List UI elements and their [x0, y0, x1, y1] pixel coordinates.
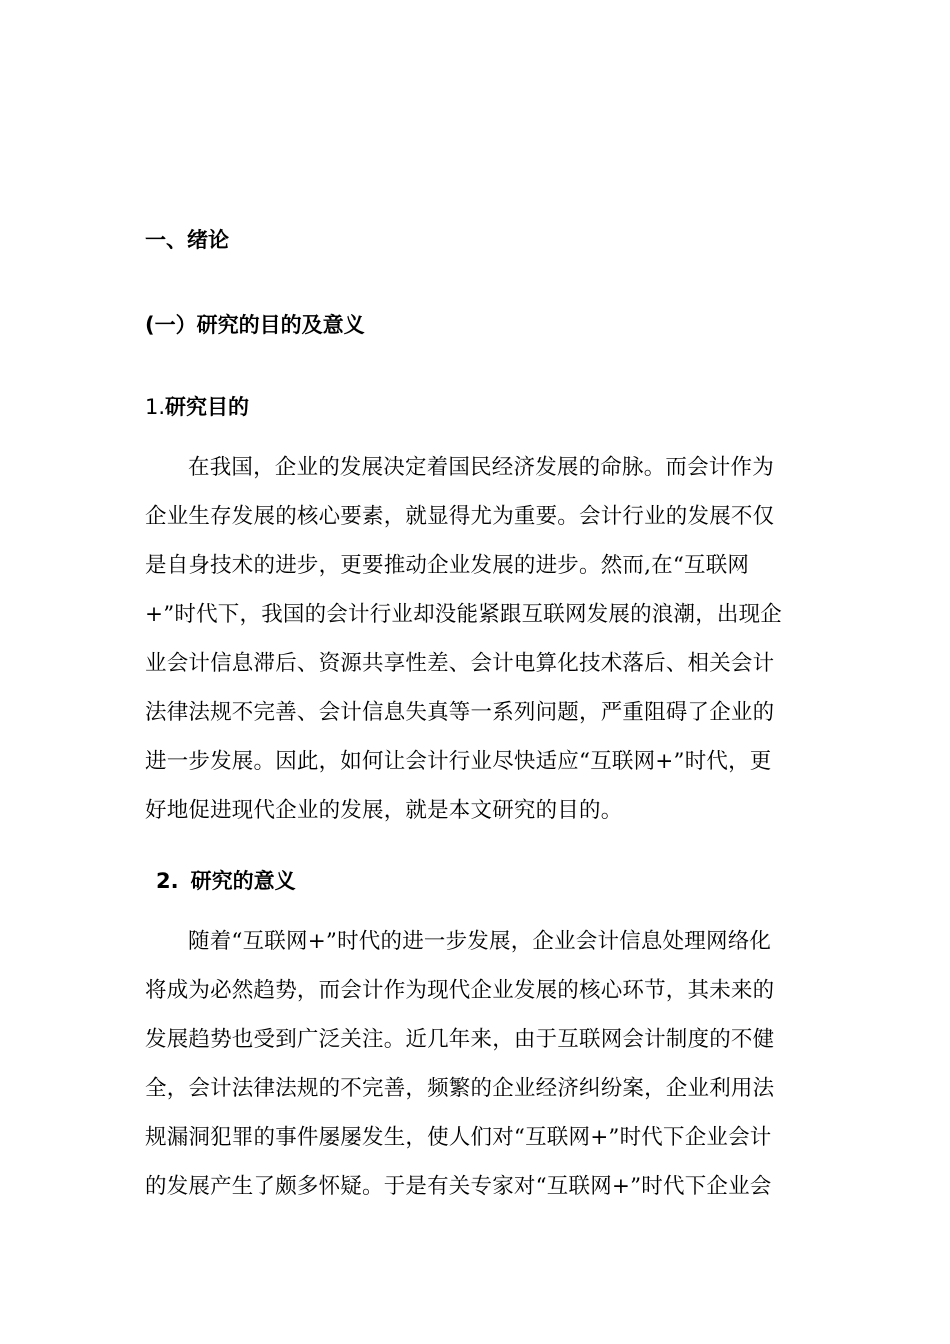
section-heading: (一）研究的目的及意义 — [145, 313, 365, 337]
text-line: 随着“互联网+”时代的进一步发展，企业会计信息处理网络化 — [188, 929, 772, 954]
text-line: 规漏洞犯罪的事件屡屡发生，使人们对“互联网+”时代下企业会计 — [145, 1125, 772, 1150]
text-line: 好地促进现代企业的发展，就是本文研究的目的。 — [145, 798, 623, 823]
text-line: +”时代下，我国的会计行业却没能紧跟互联网发展的浪潮，出现企 — [145, 602, 783, 627]
text-line: 企业生存发展的核心要素，就显得尤为重要。会计行业的发展不仅 — [145, 504, 775, 529]
subsection-heading-research-significance — [156, 867, 296, 895]
text-line: 法律法规不完善、会计信息失真等一系列问题，严重阻碍了企业的 — [145, 700, 775, 725]
subsection-number: 2. — [156, 869, 179, 893]
text-line: 发展趋势也受到广泛关注。近几年来，由于互联网会计制度的不健 — [145, 1027, 775, 1052]
text-line: 的发展产生了颇多怀疑。于是有关专家对“互联网+”时代下企业会 — [145, 1174, 772, 1199]
text-line: 在我国，企业的发展决定着国民经济发展的命脉。而会计作为 — [188, 455, 774, 480]
text-line: 业会计信息滞后、资源共享性差、会计电算化技术落后、相关会计 — [145, 651, 775, 676]
subsection-number: 1. — [145, 395, 166, 419]
subsection-title: 研究目的 — [165, 395, 250, 419]
subsection-heading-research-purpose — [145, 393, 249, 421]
paragraph-research-purpose — [145, 443, 807, 835]
chapter-heading: 一、绪论 — [145, 228, 229, 252]
text-line: 进一步发展。因此，如何让会计行业尽快适应“互联网+”时代，更 — [145, 749, 772, 774]
text-line: 是自身技术的进步，更要推动企业发展的进步。然而,在“互联网 — [145, 553, 750, 578]
paragraph-research-significance — [145, 917, 807, 1211]
text-line: 将成为必然趋势，而会计作为现代企业发展的核心环节，其未来的 — [145, 978, 775, 1003]
subsection-title: 研究的意义 — [190, 869, 296, 893]
text-line: 全，会计法律法规的不完善，频繁的企业经济纠纷案，企业利用法 — [145, 1076, 775, 1101]
